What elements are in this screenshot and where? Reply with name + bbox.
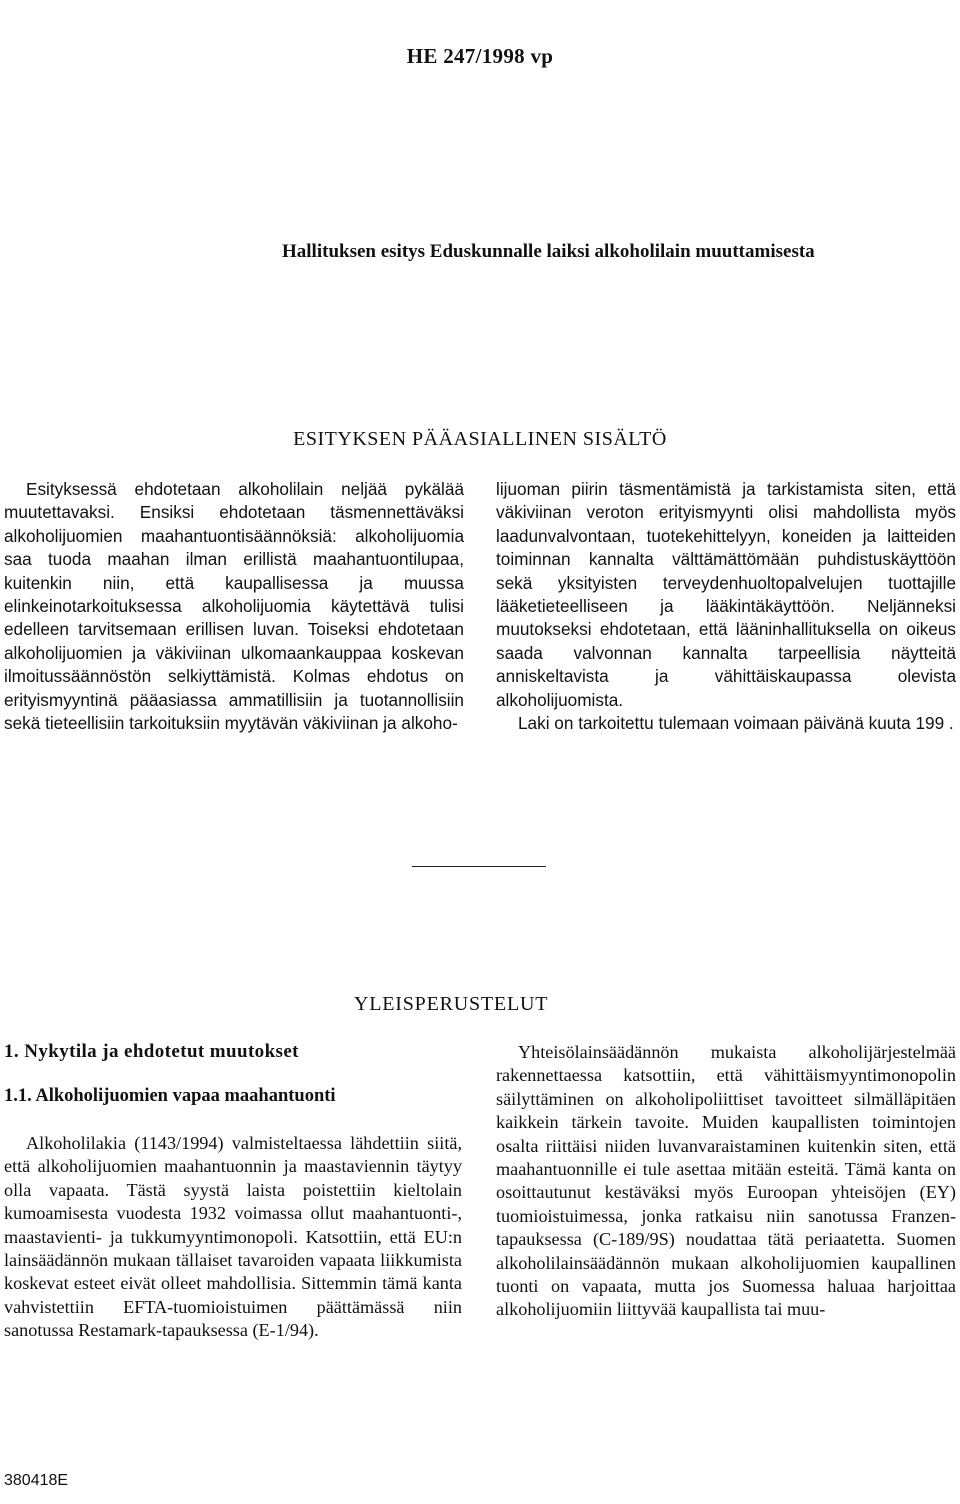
document-number: HE 247/1998 vp	[406, 44, 554, 68]
footer-code: 380418E	[4, 1472, 69, 1489]
summary-right-column	[496, 478, 956, 735]
section-1-heading: 1. Nykytila ja ehdotetut muutokset	[4, 1041, 299, 1062]
section-1-1-heading: 1.1. Alkoholijuomien vapaa maahantuonti	[4, 1086, 336, 1106]
body-left-column	[4, 1132, 462, 1343]
general-reasoning-heading: YLEISPERUSTELUT	[354, 993, 549, 1015]
body-paragraph: Alkoholilakia (1143/1994) valmisteltaessa lähdettiin siitä, että alkoholijuomien maahantuonnin ja maastaviennin täytyy olla vapaata. Tästä syystä laista poistettiin kieltolain kumoamisesta vuodesta 1932 voimassa ollut maahantuonti-, maastavienti- ja tukkumyyntimonopoli. Katsottiin, että EU:n lainsäädännön mukaan tällaiset tavaroiden vapaata liikkumista koskevat esteet eivät olleet mahdollisia. Sittemmin tämä kanta vahvistettiin EFTA-tuomioistuimen päättämässä niin sanotussa Restamark-tapauksessa (E-1/94).	[4, 1133, 462, 1341]
summary-paragraph-effective-date: Laki on tarkoitettu tulemaan voimaan päivänä kuuta 199 .	[518, 713, 954, 734]
summary-paragraph: Esityksessä ehdotetaan alkoholilain neljää pykälää muutettavaksi. Ensiksi ehdotetaan täsmennettäväksi alkoholijuomien maahantuontisäännöksiä: alkoholijuomia saa tuoda maahan ilman erillistä maahantuontilupaa, kuitenkin niin, että kaupallisessa ja muussa elinkeinotarkoituksessa alkoholijuomia käytettävä tulisi edelleen tarvitsemaan erillisen luvan. Toiseksi ehdotetaan alkoholijuomien ja väkiviinan ulkomaankauppaa koskevan ilmoitussäännöstön selkiyttämistä. Kolmas ehdotus on erityismyyntinä pääasiassa ammatillisiin ja tuotannollisiin sekä tieteellisiin tarkoituksiin myytävän väkiviinan ja alkoho-	[4, 479, 464, 734]
document-title: Hallituksen esitys Eduskunnalle laiksi alkoholilain muuttamisesta	[282, 241, 815, 262]
summary-left-column	[4, 478, 464, 735]
summary-heading: ESITYKSEN PÄÄASIALLINEN SISÄLTÖ	[293, 428, 667, 450]
summary-paragraph: lijuoman piirin täsmentämistä ja tarkistamista siten, että väkiviinan veroton erityismyynti olisi mahdollista myös laadunvalvontaan, tuotekehittelyyn, koneiden ja laitteiden toiminnan kannalta välttämättömään puhdistuskäyttöön sekä yksityisten terveydenhuoltopalvelujen tuottajille lääketieteelliseen ja lääkintäkäyttöön. Neljänneksi muutokseksi ehdotetaan, että lääninhallituksella on oikeus saada valvonnan kannalta tarpeellisia näytteitä anniskeltavista ja vähittäiskaupassa olevista alkoholijuomista.	[496, 479, 956, 710]
section-separator	[412, 866, 546, 867]
body-right-column	[496, 1041, 956, 1322]
body-paragraph: Yhteisölainsäädännön mukaista alkoholijärjestelmää rakennettaessa katsottiin, että vähittäismyyntimonopolin säilyttäminen on alkoholipoliittiset tavoitteet silmälläpitäen kaikkein tärkein tavoite. Muiden kaupallisten toimintojen osalta riittäisi niiden luvanvaraistaminen kuitenkin siten, että maahantuonnille ei tule asettaa mitään esteitä. Tämä kanta on osoittautunut kestäväksi myös Euroopan yhteisöjen (EY) tuomioistuimessa, jonka ratkaisu niin sanotussa Franzen-tapauksessa (C-189/9S) noudattaa tätä periaatetta. Suomen alkoholilainsäädännön mukaan alkoholijuomien kaupallinen tuonti on vapaata, mutta jos Suomessa haluaa harjoittaa alkoholijuomiin liittyvää kaupallista tai muu-	[496, 1042, 956, 1320]
